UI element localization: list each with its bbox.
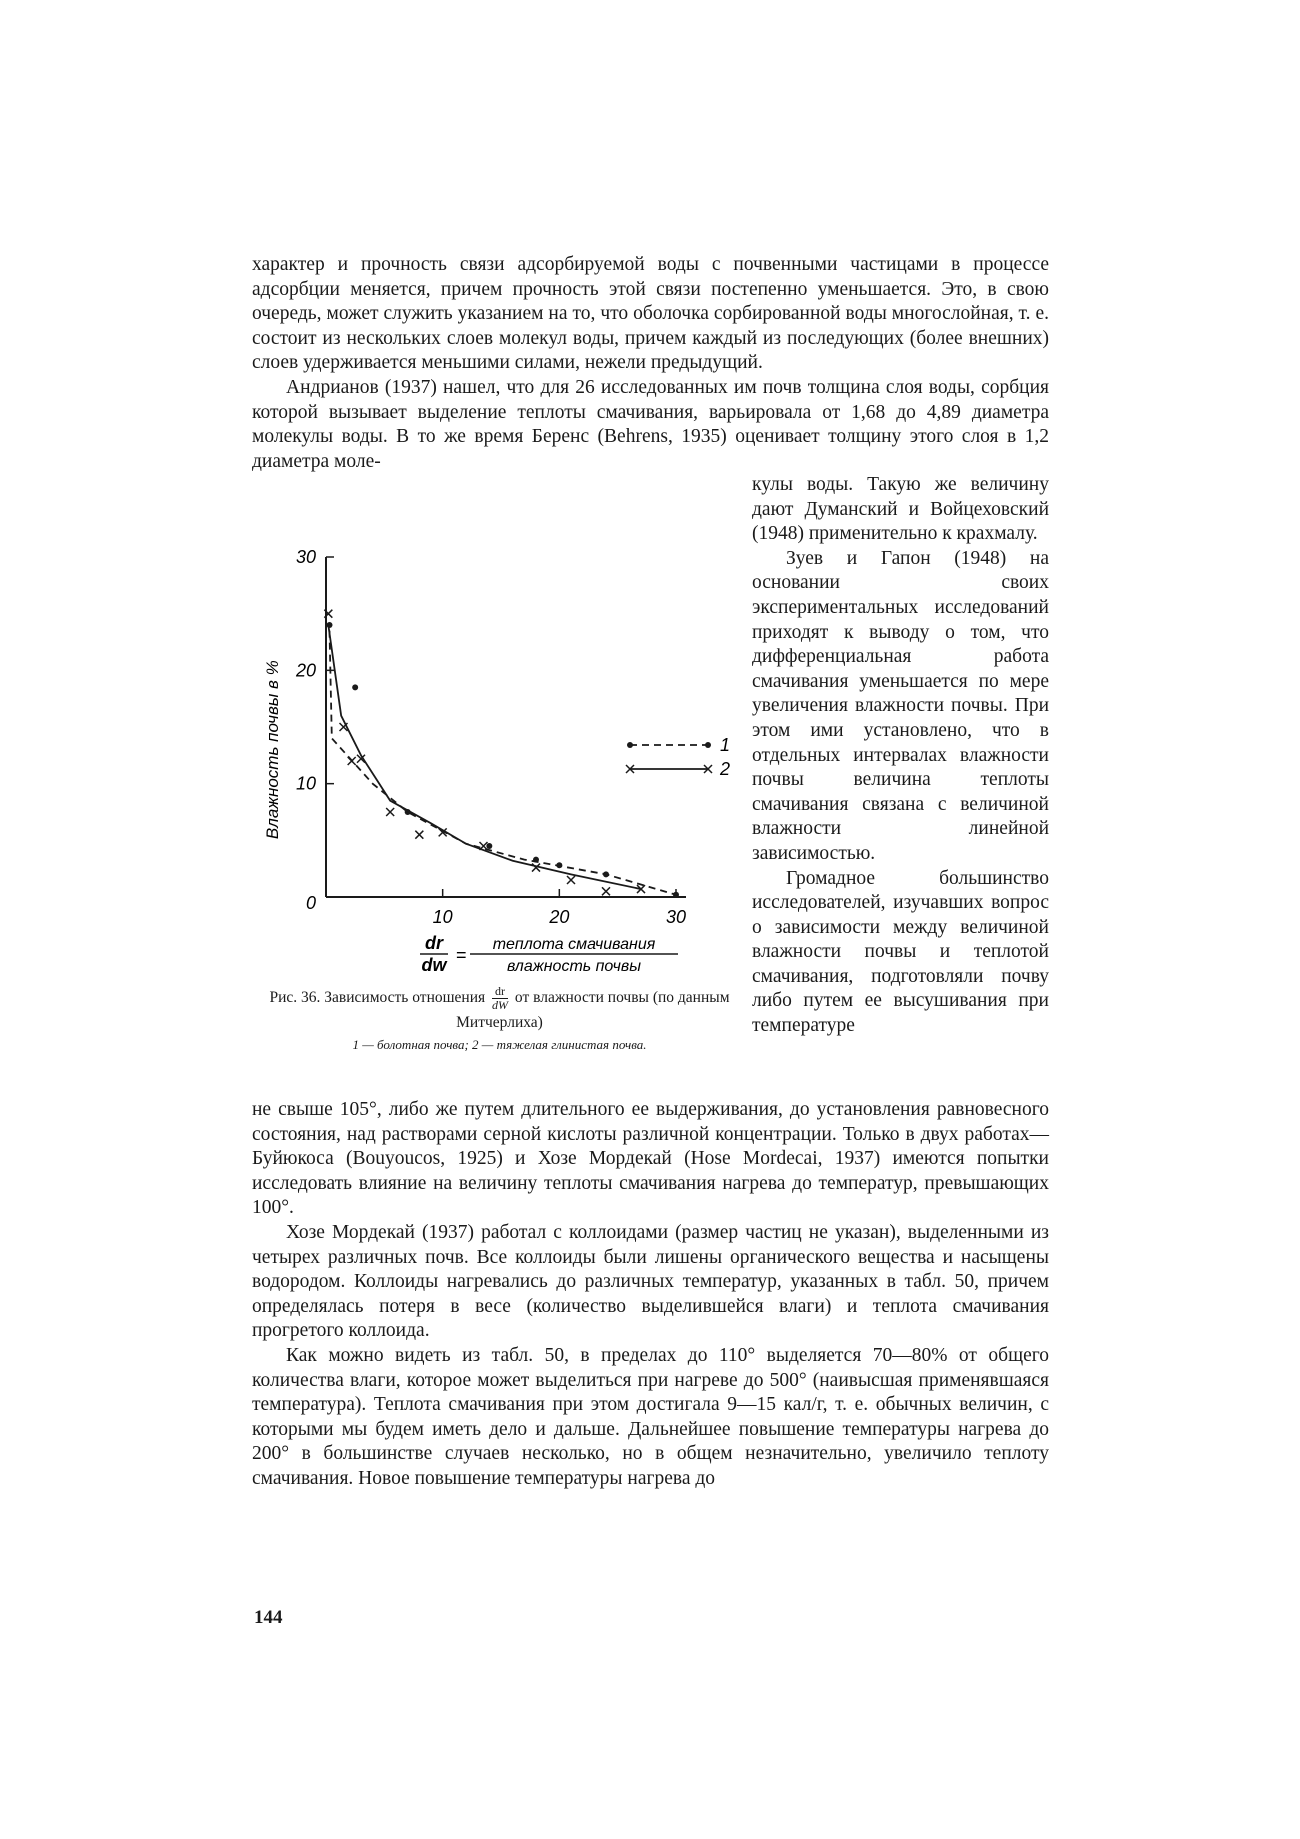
legend-label-2: 2 <box>720 759 731 779</box>
legend-marker-1 <box>627 742 633 748</box>
x-label-den: dw <box>421 955 447 975</box>
series-1-point <box>673 892 679 898</box>
caption-prefix: Рис. 36. Зависимость отношения <box>269 989 486 1007</box>
paragraph: кулы воды. Такую же величину дают Думанский и Войцеховский (1948) применительно к крахмалу. <box>752 474 1049 545</box>
series-1-line <box>330 631 677 895</box>
y-tick-label: 20 <box>295 660 316 681</box>
x-tick-label: 20 <box>549 907 570 927</box>
y-tick-label: 30 <box>295 547 316 567</box>
series-2-line <box>328 625 641 889</box>
x-tick-label: 30 <box>665 907 687 927</box>
y-axis-label: Влажность почвы в % <box>263 660 282 840</box>
figure-36 <box>252 505 742 975</box>
x-label-eq-den: влажность почвы <box>506 958 642 975</box>
series-2-point <box>415 831 423 839</box>
paragraph: Зуев и Гапон (1948) на основании своих экспериментальных исследований приходят к выводу о том, что дифференциальная работа смачивания уменьшается по мере увеличения влажности почвы. При этом ими установлено, что в отдельных интервалах влажности почвы величина теплоты смачивания связана с величиной влажности линейной зависимостью. <box>752 547 1049 864</box>
series-1-point <box>556 862 562 868</box>
caption-suffix: от влажности почвы (по данным Митчерлиха) <box>456 989 730 1031</box>
series-1-point <box>603 871 609 877</box>
paragraph: Хозе Мордекай (1937) работал с коллоидами (размер частиц не указан), выделенными из четырех различных почв. Все коллоиды были лишены органического вещества и насыщены водородом. Коллоиды нагревались до различных температур, указанных в табл. 50, причем определялась потеря в весе (количество выделившейся влаги) и теплота смачивания прогретого коллоида. <box>252 1221 1049 1342</box>
legend-label-1: 1 <box>720 735 731 755</box>
series-2-point <box>480 842 488 850</box>
paragraph: характер и прочность связи адсорбируемой воды с почвенными частицами в процессе адсорбции меняется, причем прочность этой связи постепенно уменьшается. Это, в свою очередь, может служить указанием на то, что оболочка сорбированной воды многослойная, т. е. состоит из нескольких слоев молекул воды, причем каждый из последующих (более внешних) слоев удерживается меньшими силами, нежели предыдущий. <box>252 254 1049 374</box>
series-1-point <box>486 843 492 849</box>
fraction-numerator: dr <box>495 984 506 998</box>
page-number: 144 <box>254 1607 283 1628</box>
text-block-side <box>752 473 1049 1039</box>
series-2-point <box>567 876 575 884</box>
fraction-denominator: dW <box>492 998 509 1012</box>
paragraph: Андрианов (1937) нашел, что для 26 исследованных им почв толщина слоя воды, сорбция которой вызывает выделение теплоты смачивания, варьировала от 1,68 до 4,89 диаметра молекулы воды. В то же время Беренс (Behrens, 1935) оценивает толщину этого слоя в 1,2 диаметра моле- <box>252 376 1049 472</box>
legend-marker-1 <box>705 742 711 748</box>
paragraph: Громадное большинство исследователей, изучавших вопрос о зависимости между величиной влажности почвы и теплотой смачивания, подготовляли почву либо путем ее высушивания при температуре <box>752 867 1049 1037</box>
caption-fraction <box>492 985 508 1012</box>
series-2-point <box>602 887 610 895</box>
series-1-point <box>352 684 358 690</box>
x-label-eq-num: теплота смачивания <box>492 936 656 953</box>
paragraph: Как можно видеть из табл. 50, в пределах до 110° выделяется 70—80% от общего количества влаги, которое может выделиться при нагреве до 500° (наивысшая применявшаяся температура). Теплота смачивания при этом достигала 9—15 кал/г, т. е. обычных величин, с которыми мы будем иметь дело и дальше. Дальнейшее повышение температуры нагрева до 200° в большинстве случаев несколько, но в общем незначительно, увеличило теплоту смачивания. Новое повышение температуры нагрева до <box>252 1344 1049 1489</box>
text-block-bottom <box>252 1098 1049 1492</box>
text-block-top <box>252 253 1049 474</box>
x-label-equals: = <box>456 945 467 965</box>
chart <box>252 505 742 975</box>
y-tick-label: 0 <box>305 893 316 913</box>
series-1-point <box>533 857 539 863</box>
x-tick-label: 10 <box>432 907 453 927</box>
caption-legend: 1 — болотная почва; 2 — тяжелая глинистая почва. <box>352 1037 647 1052</box>
y-tick-label: 10 <box>295 773 316 794</box>
series-2-point <box>348 757 356 765</box>
paragraph: не свыше 105°, либо же путем длительного ее выдерживания, до установления равновесного состояния, над растворами серной кислоты различной концентрации. Только в двух работах—Буйюкоса (Bouyoucos, 1925) и Хозе Мордекай (Hose Mordecai, 1937) имеются попытки исследовать влияние на величину теплоты смачивания нагрева до температур, превышающих 100°. <box>252 1099 1049 1219</box>
figure-caption <box>252 985 747 1056</box>
series-2-point <box>386 808 394 816</box>
x-label-num: dr <box>425 933 443 953</box>
